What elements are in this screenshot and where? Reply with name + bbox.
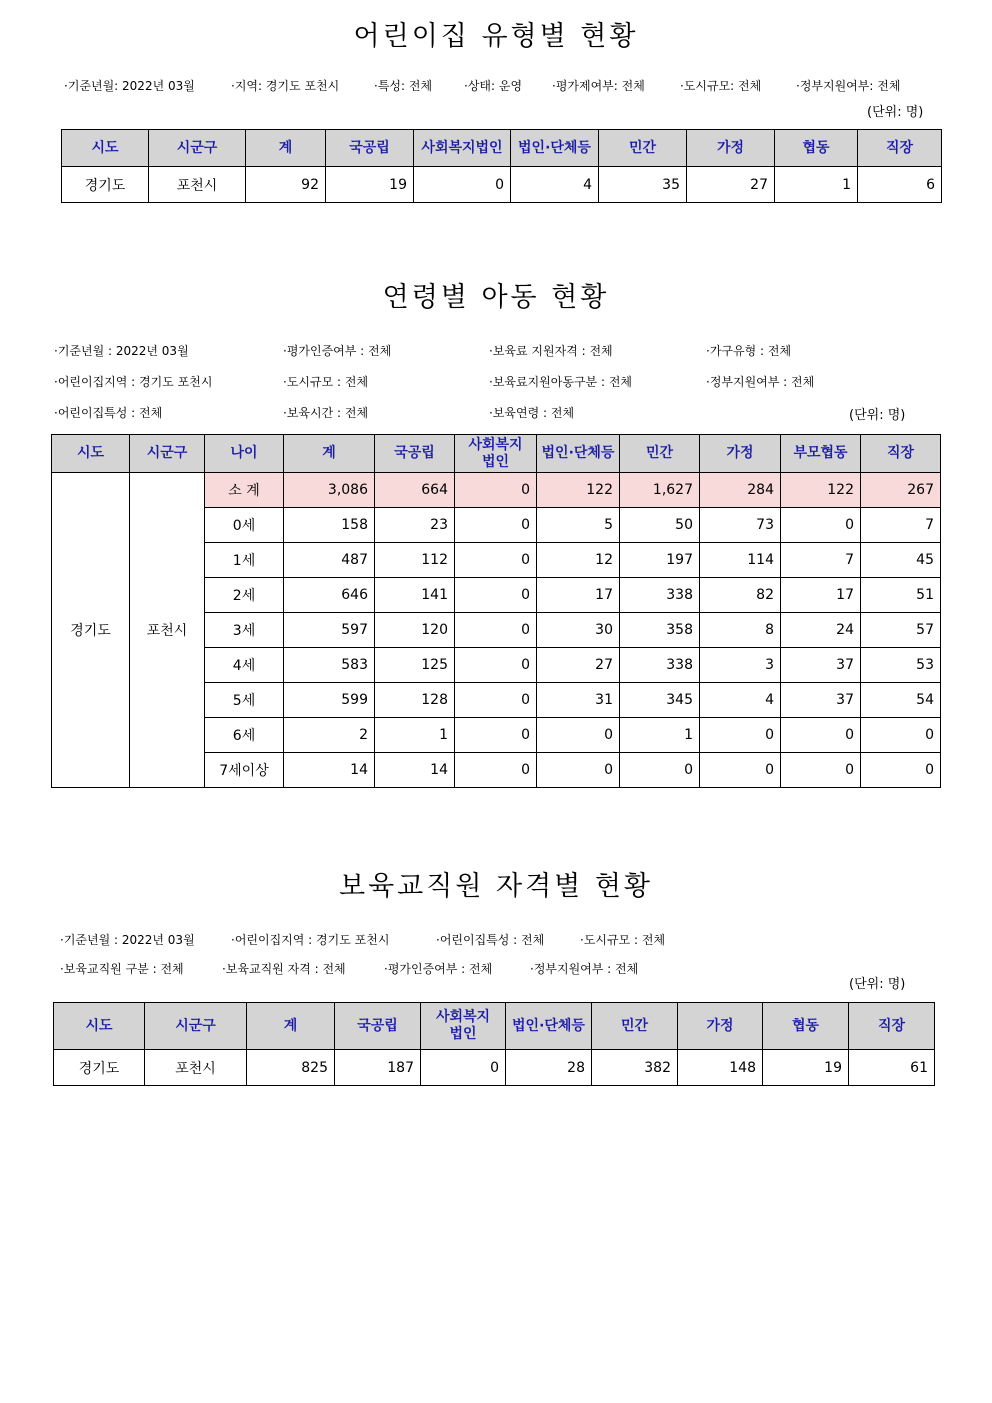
cell-workplace: 54 — [861, 683, 941, 718]
meta-item: ·도시규모 : 전체 — [580, 933, 666, 947]
cell-public: 14 — [375, 753, 455, 788]
meta-item: ·상태: 운영 — [464, 79, 523, 93]
cell-age: 3세 — [205, 613, 284, 648]
meta-item: ·특성: 전체 — [374, 79, 433, 93]
cell-home: 82 — [700, 578, 781, 613]
cell-total: 92 — [246, 167, 326, 203]
cell-private: 0 — [620, 753, 700, 788]
meta-item: ·가구유형 : 전체 — [706, 344, 792, 358]
cell-workplace: 267 — [861, 473, 941, 508]
cell-home: 0 — [700, 718, 781, 753]
meta-item: ·어린이집특성 : 전체 — [436, 933, 545, 947]
cell-workplace: 7 — [861, 508, 941, 543]
meta-item: ·보육연령 : 전체 — [489, 406, 575, 420]
cell-corporate: 28 — [506, 1050, 592, 1086]
cell-home: 284 — [700, 473, 781, 508]
cell-parent-coop: 0 — [781, 718, 861, 753]
table-row — [62, 167, 942, 203]
meta-item: ·평가인증여부 : 전체 — [283, 344, 392, 358]
col-header-public: 국공립 — [326, 130, 414, 167]
cell-corporate: 31 — [537, 683, 620, 718]
section2-title: 연령별 아동 현황 — [382, 282, 610, 313]
cell-public: 19 — [326, 167, 414, 203]
table-row — [54, 1050, 935, 1086]
col-header-sido: 시도 — [62, 130, 149, 167]
cell-total: 487 — [284, 543, 375, 578]
col-header-coop: 협동 — [763, 1003, 849, 1050]
cell-sido: 경기도 — [52, 473, 130, 788]
cell-age: 1세 — [205, 543, 284, 578]
col-header-corporate: 법인·단체등 — [506, 1003, 592, 1050]
cell-parent-coop: 37 — [781, 683, 861, 718]
meta-item: ·보육교직원 자격 : 전체 — [222, 962, 346, 976]
col-header-public: 국공립 — [335, 1003, 421, 1050]
cell-corporate: 5 — [537, 508, 620, 543]
meta-item: ·정부지원여부: 전체 — [796, 79, 901, 93]
cell-age: 5세 — [205, 683, 284, 718]
cell-corporate: 0 — [537, 718, 620, 753]
cell-age: 0세 — [205, 508, 284, 543]
cell-total: 646 — [284, 578, 375, 613]
cell-home: 3 — [700, 648, 781, 683]
meta-item: ·기준년월 : 2022년 03월 — [54, 344, 189, 358]
col-header-corporate: 법인·단체등 — [537, 435, 620, 473]
cell-public: 187 — [335, 1050, 421, 1086]
table-row-subtotal — [52, 473, 941, 508]
meta-item: ·보육교직원 구분 : 전체 — [60, 962, 184, 976]
cell-corporate: 122 — [537, 473, 620, 508]
meta-item: ·보육료 지원자격 : 전체 — [489, 344, 613, 358]
cell-total: 14 — [284, 753, 375, 788]
cell-total: 3,086 — [284, 473, 375, 508]
cell-sido: 경기도 — [62, 167, 149, 203]
cell-age: 4세 — [205, 648, 284, 683]
section2-unit: (단위: 명) — [849, 408, 906, 423]
section1-table — [61, 129, 942, 203]
section3-table — [53, 1002, 935, 1086]
table-header-row — [62, 130, 942, 167]
cell-workplace: 0 — [861, 753, 941, 788]
cell-welfare: 0 — [455, 508, 537, 543]
cell-age: 6세 — [205, 718, 284, 753]
cell-welfare: 0 — [455, 753, 537, 788]
section3-title: 보육교직원 자격별 현황 — [339, 871, 653, 902]
cell-private: 35 — [599, 167, 687, 203]
cell-parent-coop: 37 — [781, 648, 861, 683]
meta-item: ·보육시간 : 전체 — [283, 406, 369, 420]
cell-parent-coop: 7 — [781, 543, 861, 578]
col-header-total: 계 — [246, 130, 326, 167]
cell-welfare: 0 — [455, 613, 537, 648]
cell-total: 599 — [284, 683, 375, 718]
table-header-row — [52, 435, 941, 473]
cell-welfare: 0 — [455, 683, 537, 718]
cell-workplace: 53 — [861, 648, 941, 683]
cell-home: 73 — [700, 508, 781, 543]
col-header-sigungu: 시군구 — [145, 1003, 247, 1050]
col-header-sido: 시도 — [52, 435, 130, 473]
cell-workplace: 57 — [861, 613, 941, 648]
cell-welfare: 0 — [414, 167, 511, 203]
cell-total: 158 — [284, 508, 375, 543]
col-header-private: 민간 — [599, 130, 687, 167]
col-header-home: 가정 — [678, 1003, 763, 1050]
section1-title: 어린이집 유형별 현황 — [353, 21, 639, 52]
cell-welfare: 0 — [455, 543, 537, 578]
cell-public: 112 — [375, 543, 455, 578]
col-header-home: 가정 — [700, 435, 781, 473]
cell-private: 1 — [620, 718, 700, 753]
cell-parent-coop: 17 — [781, 578, 861, 613]
col-header-parent-coop: 부모협동 — [781, 435, 861, 473]
cell-public: 141 — [375, 578, 455, 613]
col-header-sido: 시도 — [54, 1003, 145, 1050]
cell-total: 825 — [247, 1050, 335, 1086]
meta-item: ·도시규모: 전체 — [680, 79, 762, 93]
cell-private: 345 — [620, 683, 700, 718]
col-header-welfare: 사회복지법인 — [414, 130, 511, 167]
cell-home: 8 — [700, 613, 781, 648]
col-header-workplace: 직장 — [849, 1003, 935, 1050]
cell-coop: 1 — [775, 167, 858, 203]
col-header-workplace: 직장 — [861, 435, 941, 473]
cell-public: 128 — [375, 683, 455, 718]
section2-table — [51, 434, 941, 788]
table-header-row — [54, 1003, 935, 1050]
cell-public: 125 — [375, 648, 455, 683]
cell-corporate: 27 — [537, 648, 620, 683]
cell-welfare: 0 — [455, 473, 537, 508]
col-header-sigungu: 시군구 — [149, 130, 246, 167]
meta-item: ·기준년월 : 2022년 03월 — [60, 933, 195, 947]
col-header-home: 가정 — [687, 130, 775, 167]
cell-home: 0 — [700, 753, 781, 788]
cell-public: 120 — [375, 613, 455, 648]
cell-private: 358 — [620, 613, 700, 648]
cell-corporate: 12 — [537, 543, 620, 578]
section3-unit: (단위: 명) — [849, 977, 906, 992]
col-header-private: 민간 — [620, 435, 700, 473]
meta-item: ·어린이집지역 : 경기도 포천시 — [54, 375, 213, 389]
col-header-private: 민간 — [592, 1003, 678, 1050]
cell-home: 114 — [700, 543, 781, 578]
cell-public: 23 — [375, 508, 455, 543]
col-header-corporate: 법인·단체등 — [511, 130, 599, 167]
cell-corporate: 30 — [537, 613, 620, 648]
cell-corporate: 0 — [537, 753, 620, 788]
cell-public: 1 — [375, 718, 455, 753]
cell-workplace: 51 — [861, 578, 941, 613]
cell-age: 소 계 — [205, 473, 284, 508]
meta-item: ·어린이집지역 : 경기도 포천시 — [231, 933, 390, 947]
cell-home: 4 — [700, 683, 781, 718]
meta-item: ·정부지원여부 : 전체 — [706, 375, 815, 389]
col-header-total: 계 — [284, 435, 375, 473]
cell-welfare: 0 — [421, 1050, 506, 1086]
cell-home: 148 — [678, 1050, 763, 1086]
meta-item: ·어린이집특성 : 전체 — [54, 406, 163, 420]
cell-workplace: 6 — [858, 167, 942, 203]
cell-private: 338 — [620, 578, 700, 613]
cell-private: 338 — [620, 648, 700, 683]
col-header-workplace: 직장 — [858, 130, 942, 167]
cell-workplace: 45 — [861, 543, 941, 578]
meta-item: ·정부지원여부 : 전체 — [530, 962, 639, 976]
meta-item: ·도시규모 : 전체 — [283, 375, 369, 389]
cell-welfare: 0 — [455, 578, 537, 613]
cell-parent-coop: 0 — [781, 753, 861, 788]
cell-private: 50 — [620, 508, 700, 543]
cell-total: 2 — [284, 718, 375, 753]
meta-item: ·보육료지원아동구분 : 전체 — [489, 375, 632, 389]
cell-age: 2세 — [205, 578, 284, 613]
cell-private: 197 — [620, 543, 700, 578]
cell-total: 583 — [284, 648, 375, 683]
cell-parent-coop: 122 — [781, 473, 861, 508]
cell-public: 664 — [375, 473, 455, 508]
cell-sigungu: 포천시 — [149, 167, 246, 203]
meta-item: ·기준년월: 2022년 03월 — [64, 79, 195, 93]
cell-sigungu: 포천시 — [130, 473, 205, 788]
cell-sido: 경기도 — [54, 1050, 145, 1086]
cell-home: 27 — [687, 167, 775, 203]
col-header-public: 국공립 — [375, 435, 455, 473]
col-header-coop: 협동 — [775, 130, 858, 167]
cell-sigungu: 포천시 — [145, 1050, 247, 1086]
col-header-total: 계 — [247, 1003, 335, 1050]
col-header-welfare: 사회복지법인 — [421, 1003, 506, 1050]
meta-item: ·평가인증여부 : 전체 — [384, 962, 493, 976]
meta-item: ·지역: 경기도 포천시 — [231, 79, 340, 93]
cell-total: 597 — [284, 613, 375, 648]
cell-welfare: 0 — [455, 718, 537, 753]
meta-item: ·평가제여부: 전체 — [552, 79, 645, 93]
cell-age: 7세이상 — [205, 753, 284, 788]
cell-workplace: 61 — [849, 1050, 935, 1086]
cell-corporate: 17 — [537, 578, 620, 613]
col-header-age: 나이 — [205, 435, 284, 473]
cell-workplace: 0 — [861, 718, 941, 753]
cell-private: 1,627 — [620, 473, 700, 508]
cell-welfare: 0 — [455, 648, 537, 683]
cell-private: 382 — [592, 1050, 678, 1086]
section1-unit: (단위: 명) — [867, 105, 924, 120]
col-header-sigungu: 시군구 — [130, 435, 205, 473]
cell-parent-coop: 0 — [781, 508, 861, 543]
cell-coop: 19 — [763, 1050, 849, 1086]
cell-corporate: 4 — [511, 167, 599, 203]
col-header-welfare: 사회복지법인 — [455, 435, 537, 473]
cell-parent-coop: 24 — [781, 613, 861, 648]
